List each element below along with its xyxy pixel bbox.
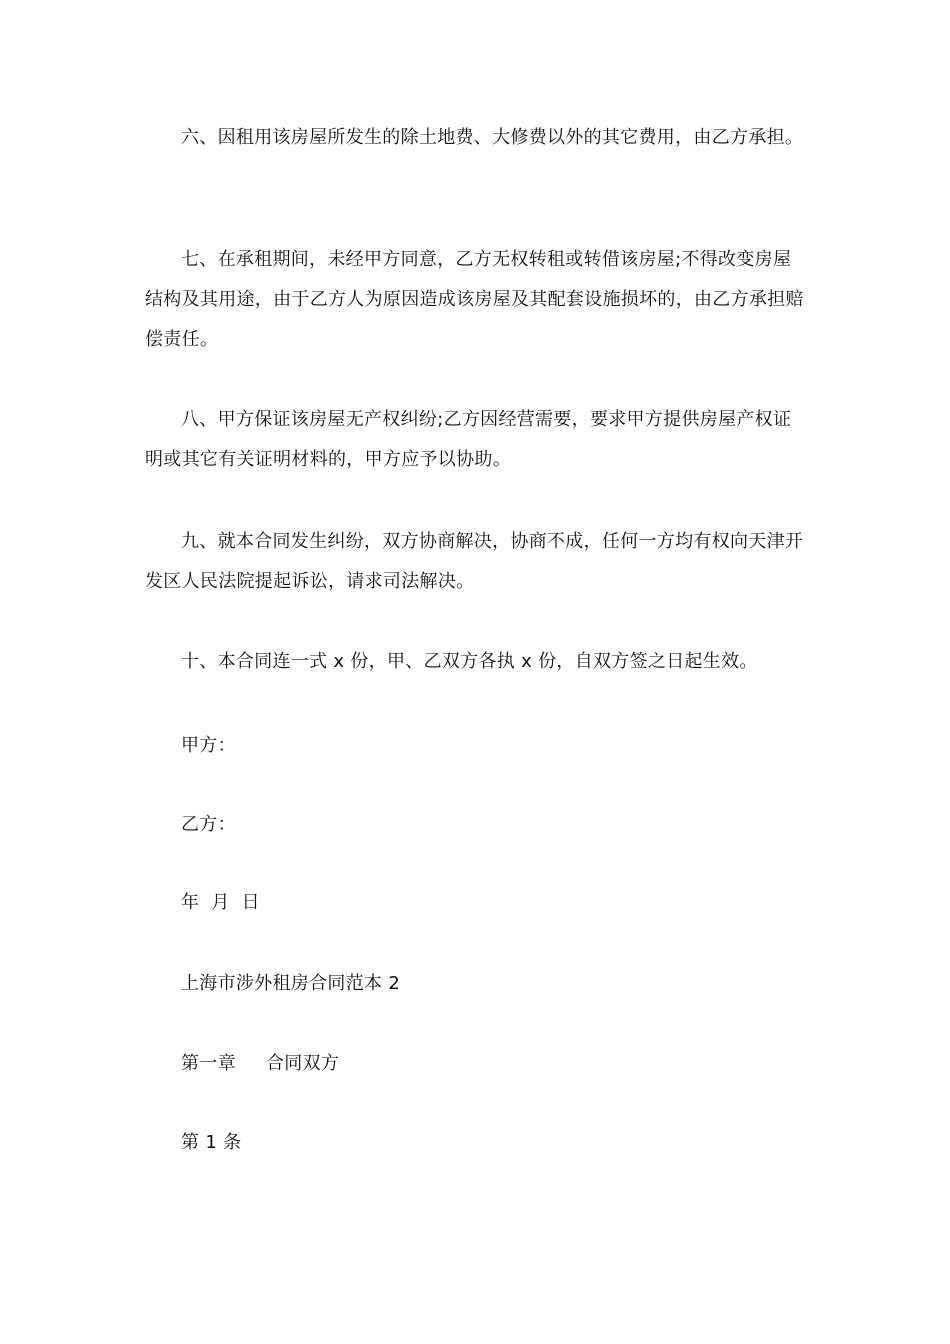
chapter-one-heading: 第一章 合同双方 xyxy=(181,1053,340,1074)
article-one-heading: 第 1 条 xyxy=(181,1132,242,1153)
party-a-label: 甲方： xyxy=(181,735,236,756)
clause-seven: 七、在承租期间，未经甲方同意，乙方无权转租或转借该房屋;不得改变房屋结构及其用途，由于乙方人为原因造成该房屋及其配套设施损坏的，由乙方承担赔偿责任。 xyxy=(145,249,804,350)
contract-title-2: 上海市涉外租房合同范本 2 xyxy=(181,973,401,994)
date-line: 年 月 日 xyxy=(181,892,260,913)
party-b-label: 乙方： xyxy=(181,814,236,835)
clause-eight: 八、甲方保证该房屋无产权纠纷;乙方因经营需要，要求甲方提供房屋产权证明或其它有关证明材料的，甲方应予以协助。 xyxy=(145,409,792,470)
clause-nine: 九、就本合同发生纠纷，双方协商解决，协商不成，任何一方均有权向天津开发区人民法院提起诉讼，请求司法解决。 xyxy=(145,531,804,592)
clause-six: 六、因租用该房屋所发生的除土地费、大修费以外的其它费用，由乙方承担。 xyxy=(181,127,804,148)
clause-ten: 十、本合同连一式 x 份，甲、乙双方各执 x 份，自双方签之日起生效。 xyxy=(181,651,758,672)
